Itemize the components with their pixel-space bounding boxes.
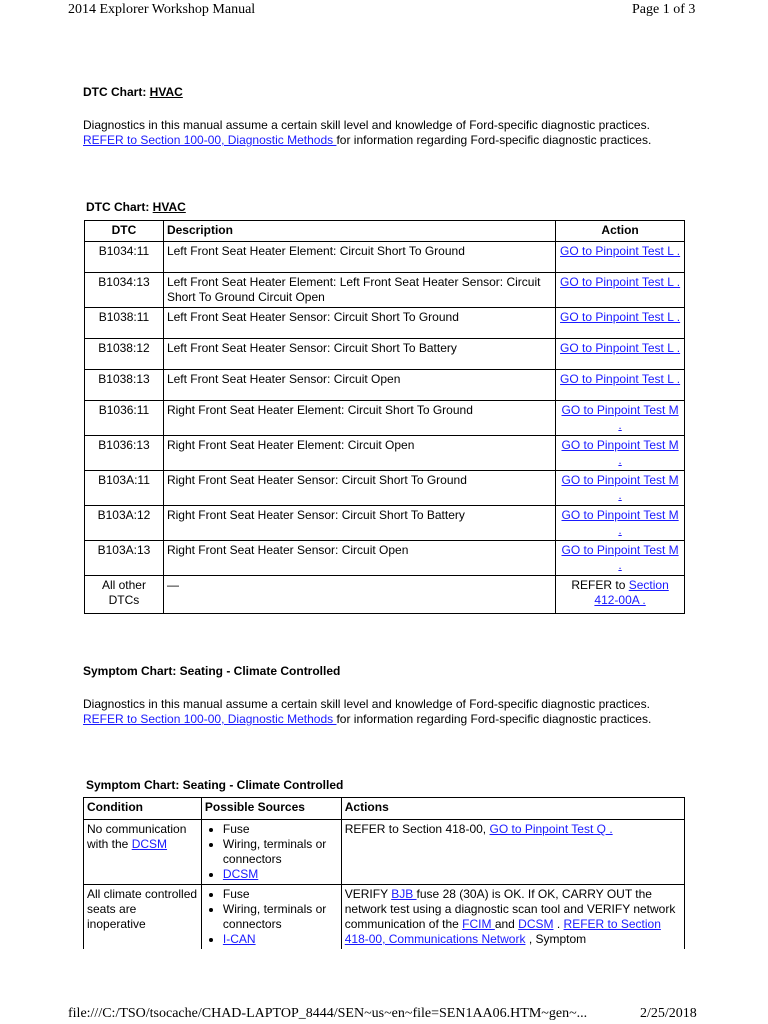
source-item bbox=[223, 932, 338, 947]
table-row bbox=[85, 308, 685, 339]
symptom-table bbox=[83, 797, 685, 949]
table-row bbox=[85, 273, 685, 308]
refer-text: REFER to bbox=[571, 578, 629, 592]
dtc-intro-tail: for information regarding Ford-specific diagnostic practices. bbox=[336, 133, 652, 147]
action-cell bbox=[556, 506, 685, 541]
action-text: fuse 28 (30A) is OK. If OK, CARRY OUT the network test using a diagnostic scan tool and VERIFY network communication of the bbox=[344, 887, 676, 931]
pinpoint-test-link[interactable]: GO to Pinpoint Test L . bbox=[560, 341, 681, 355]
description-cell: Right Front Seat Heater Element: Circuit Open bbox=[163, 436, 555, 471]
pinpoint-test-link[interactable]: GO to Pinpoint Test M . bbox=[561, 438, 679, 467]
symptom-table-heading: Symptom Chart: Seating - Climate Controlled bbox=[86, 778, 344, 792]
dtc-cell: B1034:13 bbox=[85, 273, 164, 308]
dtc-table bbox=[84, 220, 685, 614]
dtc-cell: B1038:11 bbox=[85, 308, 164, 339]
table-row bbox=[85, 541, 685, 576]
description-cell: Right Front Seat Heater Sensor: Circuit Short To Ground bbox=[163, 471, 555, 506]
hvac-link[interactable]: HVAC bbox=[149, 85, 183, 99]
symptom-intro-tail: for information regarding Ford-specific diagnostic practices. bbox=[336, 712, 652, 726]
dtc-cell: B1038:13 bbox=[85, 370, 164, 401]
description-cell: Right Front Seat Heater Element: Circuit Short To Ground bbox=[163, 401, 555, 436]
dtc-table-header bbox=[85, 221, 685, 242]
table-row bbox=[85, 242, 685, 273]
dtc-chart-heading bbox=[83, 85, 183, 99]
source-item bbox=[223, 867, 338, 882]
pinpoint-test-link[interactable]: GO to Pinpoint Test M . bbox=[561, 403, 679, 432]
refer-text: REFER to Section 418-00, bbox=[344, 822, 490, 836]
symptom-chart-heading: Symptom Chart: Seating - Climate Controlled bbox=[83, 664, 341, 678]
description-cell: Left Front Seat Heater Sensor: Circuit Short To Ground bbox=[163, 308, 555, 339]
dtc-table-heading bbox=[86, 200, 186, 214]
dtc-cell: B1034:11 bbox=[85, 242, 164, 273]
description-cell: Left Front Seat Heater Element: Left Front Seat Heater Sensor: Circuit Short To Ground Circuit Open bbox=[163, 273, 555, 308]
actions-cell bbox=[341, 820, 684, 885]
dtc-heading-prefix: DTC Chart: bbox=[83, 85, 150, 99]
action-cell bbox=[556, 308, 685, 339]
table-row bbox=[85, 401, 685, 436]
action-cell bbox=[556, 471, 685, 506]
condition-cell: All climate controlled seats are inoperative bbox=[84, 885, 202, 950]
description-cell: Left Front Seat Heater Element: Circuit Short To Ground bbox=[163, 242, 555, 273]
dcsm-link[interactable]: DCSM bbox=[131, 837, 168, 851]
pinpoint-test-link[interactable]: GO to Pinpoint Test M . bbox=[561, 508, 679, 537]
section-412-link[interactable]: Section 412-00A . bbox=[594, 578, 669, 607]
action-text: . bbox=[553, 917, 564, 931]
description-cell: Right Front Seat Heater Sensor: Circuit Short To Battery bbox=[163, 506, 555, 541]
actions-cell bbox=[341, 885, 684, 950]
action-cell bbox=[556, 370, 685, 401]
print-date: 2/25/2018 bbox=[640, 1006, 697, 1021]
dtc-intro-text: Diagnostics in this manual assume a certain skill level and knowledge of Ford-specific diagnostic practices. bbox=[83, 118, 650, 132]
table-row bbox=[85, 576, 685, 614]
dtc-cell: B1036:13 bbox=[85, 436, 164, 471]
pinpoint-test-link[interactable]: GO to Pinpoint Test L . bbox=[560, 244, 681, 258]
action-cell bbox=[556, 339, 685, 370]
dtc-intro-paragraph bbox=[83, 118, 703, 148]
source-item: • Wiring, terminals or connectors bbox=[223, 837, 338, 867]
table-row bbox=[85, 506, 685, 541]
action-text: and bbox=[494, 917, 519, 931]
dtc-table-hvac-link[interactable]: HVAC bbox=[152, 200, 186, 214]
pinpoint-test-q-link[interactable]: GO to Pinpoint Test Q . bbox=[489, 822, 613, 836]
dtc-cell: B103A:13 bbox=[85, 541, 164, 576]
diagnostic-methods-link[interactable]: REFER to Section 100-00, Diagnostic Methods bbox=[83, 133, 337, 147]
action-cell bbox=[556, 541, 685, 576]
page-header-title: 2014 Explorer Workshop Manual bbox=[68, 2, 256, 17]
pinpoint-test-link[interactable]: GO to Pinpoint Test M . bbox=[561, 543, 679, 572]
table-row bbox=[85, 471, 685, 506]
table-row bbox=[85, 436, 685, 471]
page-number: Page 1 of 3 bbox=[632, 2, 696, 17]
actions-col-header: Actions bbox=[341, 798, 684, 820]
action-cell bbox=[556, 576, 685, 614]
condition-cell bbox=[84, 820, 202, 885]
file-path: file:///C:/TSO/tsocache/CHAD-LAPTOP_8444/SEN~us~en~file=SEN1AA06.HTM~gen~... bbox=[68, 1006, 588, 1021]
dtc-col-header: DTC bbox=[85, 221, 164, 242]
table-row bbox=[84, 820, 685, 885]
sources-cell bbox=[201, 885, 341, 950]
fcim-link[interactable]: FCIM bbox=[462, 917, 495, 931]
action-cell bbox=[556, 436, 685, 471]
description-cell: Left Front Seat Heater Sensor: Circuit Short To Battery bbox=[163, 339, 555, 370]
symptom-intro-paragraph bbox=[83, 697, 703, 727]
source-item: • Fuse bbox=[223, 822, 338, 837]
dtc-cell: B1036:11 bbox=[85, 401, 164, 436]
description-cell: Right Front Seat Heater Sensor: Circuit Open bbox=[163, 541, 555, 576]
dtc-table-heading-prefix: DTC Chart: bbox=[86, 200, 153, 214]
symptom-intro-text: Diagnostics in this manual assume a certain skill level and knowledge of Ford-specific diagnostic practices. bbox=[83, 697, 650, 711]
action-cell bbox=[556, 242, 685, 273]
dtc-cell: All other DTCs bbox=[85, 576, 164, 614]
dtc-cell: B1038:12 bbox=[85, 339, 164, 370]
dcsm-source-link[interactable]: DCSM bbox=[222, 867, 259, 881]
table-row bbox=[85, 370, 685, 401]
source-item: • Wiring, terminals or connectors bbox=[223, 902, 338, 932]
ican-link[interactable]: I-CAN bbox=[222, 932, 256, 946]
action-text: VERIFY bbox=[344, 887, 392, 901]
action-text: , Symptom bbox=[525, 932, 587, 946]
sources-col-header: Possible Sources bbox=[201, 798, 341, 820]
pinpoint-test-link[interactable]: GO to Pinpoint Test L . bbox=[560, 310, 681, 324]
pinpoint-test-link[interactable]: GO to Pinpoint Test L . bbox=[560, 275, 681, 289]
dtc-cell: B103A:11 bbox=[85, 471, 164, 506]
bjb-link[interactable]: BJB bbox=[391, 887, 417, 901]
source-item: • Fuse bbox=[223, 887, 338, 902]
description-cell: — bbox=[163, 576, 555, 614]
table-row bbox=[84, 885, 685, 950]
pinpoint-test-link[interactable]: GO to Pinpoint Test M . bbox=[561, 473, 679, 502]
action-col-header: Action bbox=[556, 221, 685, 242]
sources-cell bbox=[201, 820, 341, 885]
table-row bbox=[85, 339, 685, 370]
dtc-cell: B103A:12 bbox=[85, 506, 164, 541]
pinpoint-test-link[interactable]: GO to Pinpoint Test L . bbox=[560, 372, 681, 386]
symptom-diagnostic-methods-link[interactable]: REFER to Section 100-00, Diagnostic Methods bbox=[83, 712, 337, 726]
description-col-header: Description bbox=[163, 221, 555, 242]
dcsm-action-link[interactable]: DCSM bbox=[518, 917, 554, 931]
description-cell: Left Front Seat Heater Sensor: Circuit Open bbox=[163, 370, 555, 401]
action-cell bbox=[556, 273, 685, 308]
condition-text: No communication with the bbox=[87, 822, 187, 851]
condition-col-header: Condition bbox=[84, 798, 202, 820]
symptom-table-header bbox=[84, 798, 685, 820]
communications-network-link[interactable]: REFER to Section 418-00, Communications Network bbox=[344, 917, 661, 946]
action-cell bbox=[556, 401, 685, 436]
